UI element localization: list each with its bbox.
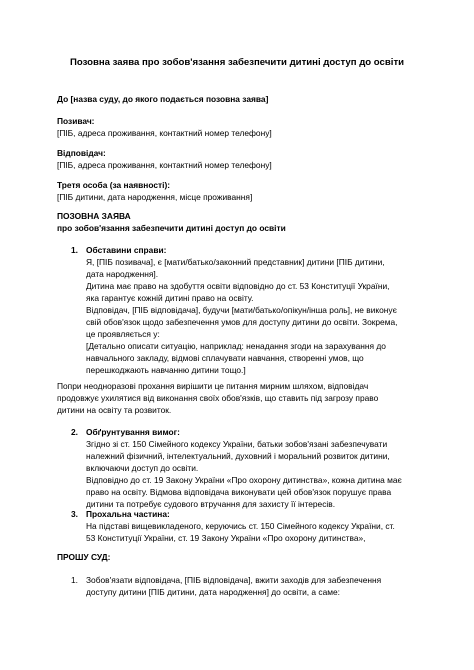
section-1-line: яка гарантує кожній дитині право на освіту.	[86, 293, 254, 303]
section-1-line: це проявляється у:	[86, 329, 160, 339]
plaintiff-block	[57, 115, 422, 139]
section-2-line: право на освіту. Відмова відповідача виконувати цей обов'язок порушує права	[86, 487, 392, 497]
third-party-value: [ПІБ дитини, дата народження, місце проживання]	[57, 192, 253, 202]
defendant-value: [ПІБ, адреса проживання, контактний номер телефону]	[57, 160, 272, 170]
plaintiff-value: [ПІБ, адреса проживання, контактний номер телефону]	[57, 128, 272, 138]
request-1	[86, 574, 426, 598]
section-3	[86, 508, 426, 544]
section-1-line: перешкоджають навчанню дитини тощо.]	[86, 365, 246, 375]
section-2-line: включаючи доступ до освіти.	[86, 463, 199, 473]
section-1	[86, 244, 426, 376]
defendant-label: Відповідач:	[57, 148, 106, 158]
defendant-block	[57, 147, 422, 171]
section-3-line: На підставі вищевикладеного, керуючись ст. 150 Сімейного кодексу України, ст.	[86, 521, 395, 531]
section-1-heading: Обставини справи:	[86, 245, 167, 255]
section-2-line: Відповідно до ст. 19 Закону України «Про охорону дитинства», кожна дитина має	[86, 475, 402, 485]
paragraph-line: Попри неодноразові прохання вирішити це питання мирним шляхом, відповідач	[57, 381, 369, 391]
request-1-number: 1.	[71, 575, 78, 585]
claim-heading: ПОЗОВНА ЗАЯВА	[57, 211, 131, 221]
request-1-line: Зобов'язати відповідача, [ПІБ відповідача], вжити заходів для забезпечення	[86, 575, 382, 585]
section-1-line: Дитина має право на здобуття освіти відповідно до ст. 53 Конституції України,	[86, 281, 390, 291]
section-1-number: 1.	[71, 245, 78, 255]
section-1-line: [Детально описати ситуацію, наприклад: ненадання згоди на зарахування до	[86, 341, 386, 351]
section-2-line: належний фізичний, інтелектуальний, духовний і моральний розвиток дитини,	[86, 451, 390, 461]
paragraph-line: дитини на освіту та розвиток.	[57, 405, 172, 415]
section-1-line: свій обов'язок щодо забезпечення умов для доступу дитини до освіти. Зокрема,	[86, 317, 398, 327]
paragraph-line: продовжує ухилятися від виконання своїх обов'язків, що ставить під загрозу право	[57, 393, 379, 403]
section-2	[86, 426, 426, 510]
section-2-number: 2.	[71, 427, 78, 437]
section-1-line: навчального закладу, відмові сплачувати навчання, створенні умов, що	[86, 353, 364, 363]
third-party-block	[57, 179, 422, 203]
court-line: До [назва суду, до якого подається позовна заява]	[57, 94, 269, 104]
request-heading: ПРОШУ СУД:	[57, 552, 111, 562]
section-3-number: 3.	[71, 509, 78, 519]
section-3-line: 53 Конституції України, ст. 19 Закону України «Про охорону дитинства»,	[86, 533, 366, 543]
section-1-line: дата народження].	[86, 269, 159, 279]
section-2-heading: Обґрунтування вимог:	[86, 427, 180, 437]
section-2-line: Згідно зі ст. 150 Сімейного кодексу України, батьки зобов'язані забезпечувати	[86, 439, 388, 449]
plaintiff-label: Позивач:	[57, 116, 95, 126]
section-2-line: дитини та потребує судового втручання для захисту її інтересів.	[86, 499, 336, 509]
third-party-label: Третя особа (за наявності):	[57, 180, 171, 190]
section-3-heading: Прохальна частина:	[86, 509, 170, 519]
document-title: Позовна заява про зобов'язання забезпечити дитині доступ до освіти	[69, 57, 405, 68]
request-1-line: доступу дитини [ПІБ дитини, дата народження] до освіти, а саме:	[86, 587, 340, 597]
section-1-line: Відповідач, [ПІБ відповідача], будучи [мати/батько/опікун/інша роль], не виконує	[86, 305, 397, 315]
body-paragraph	[57, 380, 422, 416]
section-1-line: Я, [ПІБ позивача], є [мати/батько/законний представник] дитини [ПІБ дитини,	[86, 257, 385, 267]
claim-subheading: про зобов'язання забезпечити дитині доступ до освіти	[57, 223, 286, 233]
